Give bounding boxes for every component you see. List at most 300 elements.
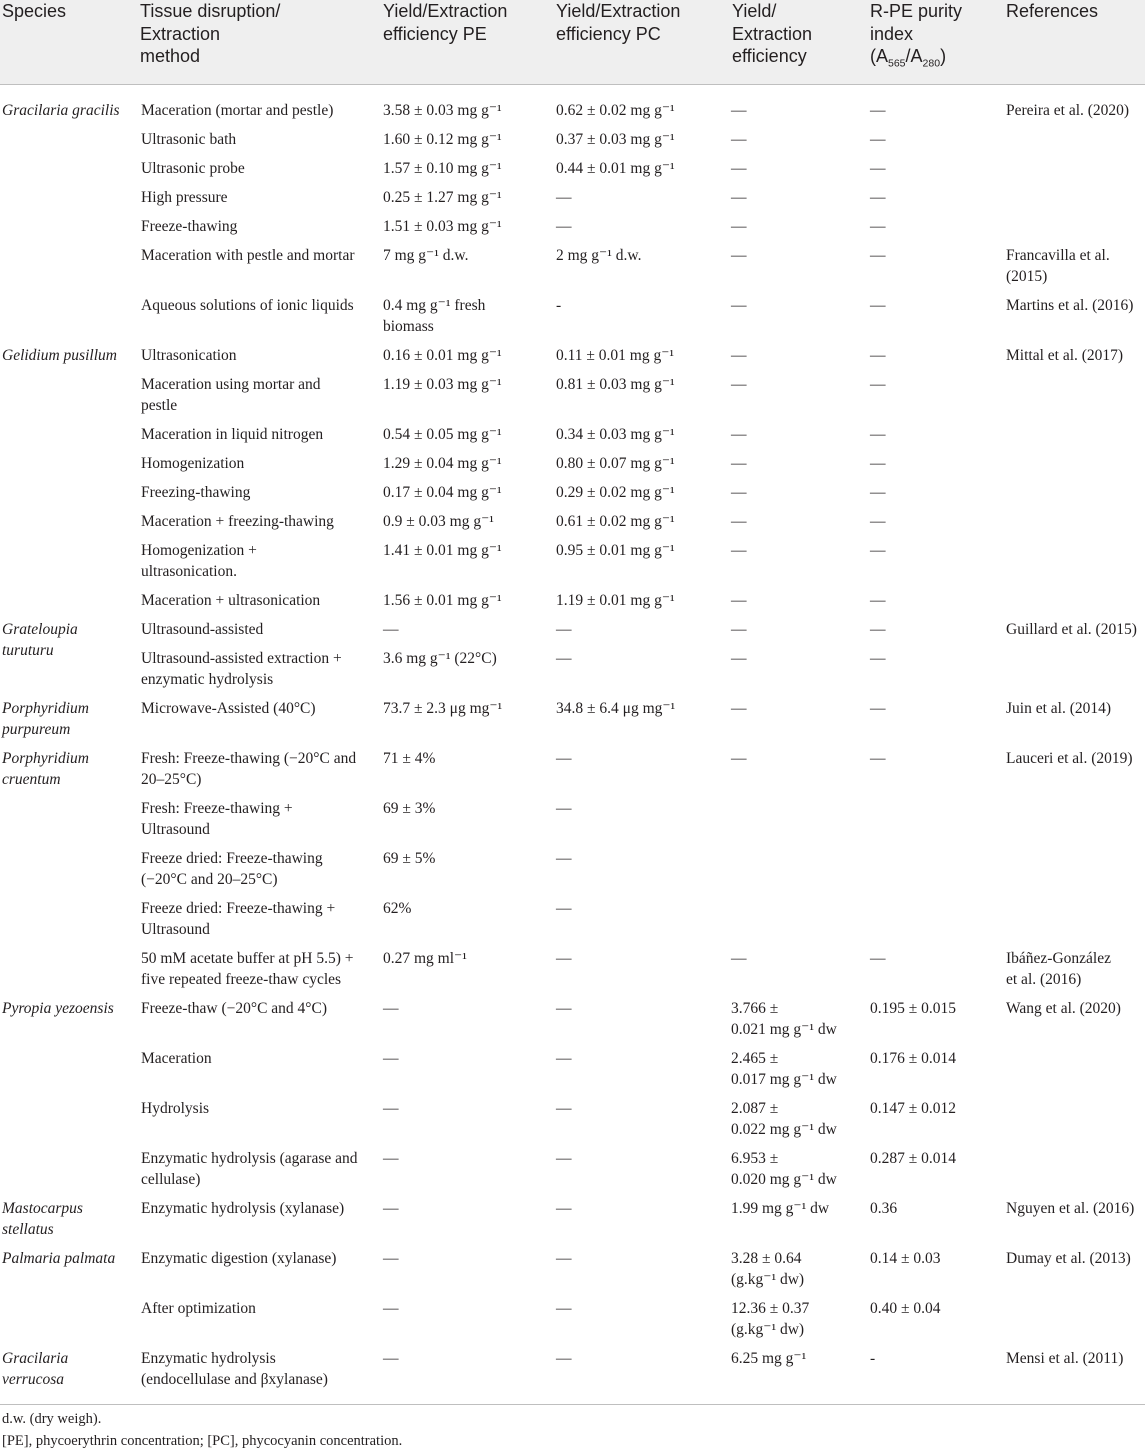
cell-line: —	[383, 1300, 399, 1317]
cell-line: Porphyridium	[2, 700, 89, 717]
cell-method	[141, 511, 334, 532]
cell-method	[141, 948, 353, 990]
cell-line: 0.021 mg g⁻¹ dw	[731, 1021, 837, 1038]
cell-pc	[556, 748, 572, 769]
cell-line: 1.60 ± 0.12 mg g⁻¹	[383, 131, 502, 148]
cell-line: —	[870, 376, 886, 393]
cell-purity	[870, 1298, 941, 1319]
header-purity-subscript: 280	[922, 57, 941, 70]
cell-line: —	[556, 1350, 572, 1367]
cell-line: 71 ± 4%	[383, 750, 436, 767]
cell-pe	[383, 998, 399, 1019]
cell-line: —	[870, 102, 886, 119]
header-method-line: method	[140, 46, 201, 66]
cell-yield	[731, 998, 837, 1040]
cell-pe	[383, 590, 502, 611]
cell-line: 3.6 mg g⁻¹ (22°C)	[383, 650, 497, 667]
cell-method	[141, 482, 250, 503]
footnote-dw: d.w. (dry weigh).	[2, 1411, 102, 1427]
cell-line: Grateloupia	[2, 621, 78, 638]
cell-method	[141, 295, 354, 316]
cell-species	[2, 619, 78, 661]
cell-line: biomass	[383, 318, 434, 335]
cell-pe	[383, 1148, 399, 1169]
cell-line: —	[870, 592, 886, 609]
cell-line: —	[556, 950, 572, 967]
cell-line: Freeze dried: Freeze-thawing +	[141, 900, 336, 917]
cell-line: 0.95 ± 0.01 mg g⁻¹	[556, 542, 675, 559]
cell-line: 3.58 ± 0.03 mg g⁻¹	[383, 102, 502, 119]
cell-purity	[870, 1348, 875, 1369]
cell-line: 0.81 ± 0.03 mg g⁻¹	[556, 376, 675, 393]
cell-line: Wang et al. (2020)	[1006, 1000, 1121, 1017]
cell-line: —	[556, 189, 572, 206]
cell-line: (g.kg⁻¹ dw)	[731, 1321, 805, 1338]
cell-line: 1.99 mg g⁻¹ dw	[731, 1200, 830, 1217]
cell-line: Ultrasound	[141, 921, 210, 938]
cell-pe	[383, 898, 411, 919]
cell-line: —	[870, 218, 886, 235]
cell-line: —	[870, 484, 886, 501]
cell-line: —	[556, 800, 572, 817]
cell-pc	[556, 898, 572, 919]
cell-line: Freezing-thawing	[141, 484, 251, 501]
table-bottom-rule	[0, 1404, 1145, 1405]
table-header	[0, 0, 1145, 85]
cell-line: —	[556, 1050, 572, 1067]
cell-line: High pressure	[141, 189, 228, 206]
header-references-label: References	[1006, 1, 1099, 21]
cell-line: Nguyen et al. (2016)	[1006, 1200, 1135, 1217]
cell-line: —	[870, 950, 886, 967]
cell-line: 1.19 ± 0.03 mg g⁻¹	[383, 376, 502, 393]
cell-line: 0.020 mg g⁻¹ dw	[731, 1171, 837, 1188]
cell-line: Ultrasonication	[141, 347, 237, 364]
cell-pc	[556, 948, 572, 969]
cell-purity	[870, 1248, 941, 1269]
cell-line: —	[731, 218, 747, 235]
cell-line: —	[556, 1300, 572, 1317]
cell-ref	[1006, 245, 1110, 287]
cell-yield	[731, 1248, 804, 1290]
cell-line: 6.953 ±	[731, 1150, 779, 1167]
cell-method	[141, 998, 327, 1019]
cell-line: —	[556, 621, 572, 638]
cell-line: Aqueous solutions of ionic liquids	[141, 297, 354, 314]
cell-line: 0.29 ± 0.02 mg g⁻¹	[556, 484, 675, 501]
cell-pe	[383, 129, 502, 150]
cell-line: —	[731, 621, 747, 638]
cell-yield	[731, 748, 747, 769]
cell-line: 0.62 ± 0.02 mg g⁻¹	[556, 102, 675, 119]
cell-line: —	[731, 297, 747, 314]
cell-line: 0.37 ± 0.03 mg g⁻¹	[556, 131, 675, 148]
cell-line: —	[383, 1350, 399, 1367]
cell-yield	[731, 129, 747, 150]
cell-line: 1.57 ± 0.10 mg g⁻¹	[383, 160, 502, 177]
cell-line: —	[556, 1150, 572, 1167]
cell-pc	[556, 129, 675, 150]
cell-purity	[870, 998, 956, 1019]
cell-pc	[556, 424, 675, 445]
cell-purity	[870, 374, 886, 395]
cell-line: —	[870, 542, 886, 559]
cell-species	[2, 1198, 83, 1240]
cell-pe	[383, 1248, 399, 1269]
cell-line: pestle	[141, 397, 178, 414]
cell-purity	[870, 295, 886, 316]
cell-yield	[731, 590, 747, 611]
cell-purity	[870, 1048, 956, 1069]
cell-method	[141, 1048, 212, 1069]
cell-line: 62%	[383, 900, 412, 917]
cell-line: 73.7 ± 2.3 μg mg⁻¹	[383, 700, 503, 717]
cell-line: Enzymatic hydrolysis (agarase and	[141, 1150, 358, 1167]
cell-pc	[556, 295, 561, 316]
cell-purity	[870, 590, 886, 611]
cell-line: —	[556, 750, 572, 767]
cell-line: Fresh: Freeze-thawing (−20°C and	[141, 750, 357, 767]
cell-method	[141, 424, 323, 445]
cell-pc	[556, 1198, 572, 1219]
cell-line: Ultrasound	[141, 821, 210, 838]
cell-pe	[383, 453, 502, 474]
cell-species	[2, 998, 114, 1019]
cell-line: 6.25 mg g⁻¹	[731, 1350, 807, 1367]
cell-line: —	[870, 455, 886, 472]
cell-line: —	[731, 484, 747, 501]
cell-pc	[556, 1098, 572, 1119]
cell-line: Gracilaria gracilis	[2, 102, 120, 119]
header-species	[2, 0, 66, 23]
cell-line: cruentum	[2, 771, 61, 788]
cell-yield	[731, 1198, 829, 1219]
cell-line: —	[731, 131, 747, 148]
cell-line: —	[556, 650, 572, 667]
cell-pe	[383, 374, 502, 395]
cell-yield	[731, 374, 747, 395]
cell-yield	[731, 482, 747, 503]
header-pc-line: Yield/Extraction	[556, 1, 681, 21]
cell-pc	[556, 482, 675, 503]
header-purity	[870, 0, 962, 68]
cell-pe	[383, 648, 497, 669]
cell-line: —	[731, 426, 747, 443]
cell-yield	[731, 216, 747, 237]
cell-method	[141, 100, 333, 121]
cell-line: 2.465 ±	[731, 1050, 779, 1067]
cell-pe	[383, 482, 502, 503]
cell-yield	[731, 540, 747, 561]
cell-purity	[870, 158, 886, 179]
cell-line: Juin et al. (2014)	[1006, 700, 1112, 717]
cell-line: —	[731, 513, 747, 530]
cell-line: purpureum	[2, 721, 71, 738]
cell-method	[141, 748, 356, 790]
cell-species	[2, 1348, 68, 1390]
cell-purity	[870, 482, 886, 503]
cell-line: —	[383, 1250, 399, 1267]
cell-purity	[870, 100, 886, 121]
cell-line: 2.087 ±	[731, 1100, 779, 1117]
cell-line: Palmaria palmata	[2, 1250, 116, 1267]
cell-line: 0.54 ± 0.05 mg g⁻¹	[383, 426, 502, 443]
cell-ref	[1006, 748, 1133, 769]
header-references	[1006, 0, 1098, 23]
cell-line: ultrasonication.	[141, 563, 237, 580]
cell-pe	[383, 1098, 399, 1119]
cell-line: (g.kg⁻¹ dw)	[731, 1271, 805, 1288]
cell-pc	[556, 245, 641, 266]
header-yield-line: Extraction	[732, 23, 813, 44]
cell-yield	[731, 453, 747, 474]
cell-method	[141, 1148, 358, 1190]
cell-line: —	[870, 347, 886, 364]
cell-pc	[556, 648, 572, 669]
cell-line: Homogenization	[141, 455, 245, 472]
cell-yield	[731, 1148, 837, 1190]
cell-method	[141, 590, 320, 611]
cell-line: 1.29 ± 0.04 mg g⁻¹	[383, 455, 502, 472]
cell-pc	[556, 1348, 572, 1369]
cell-purity	[870, 948, 886, 969]
cell-yield	[731, 698, 747, 719]
cell-yield	[731, 295, 747, 316]
cell-line: Francavilla et al.	[1006, 247, 1110, 264]
cell-line: -	[870, 1350, 876, 1367]
cell-purity	[870, 345, 886, 366]
header-purity-subscript: 565	[888, 57, 906, 70]
cell-pc	[556, 848, 572, 869]
cell-ref	[1006, 295, 1133, 316]
cell-line: Maceration + ultrasonication	[141, 592, 321, 609]
cell-line: Mensi et al. (2011)	[1006, 1350, 1124, 1367]
cell-line: Pyropia yezoensis	[2, 1000, 114, 1017]
cell-pc	[556, 1248, 572, 1269]
cell-line: —	[731, 542, 747, 559]
header-species-label: Species	[2, 1, 67, 21]
cell-method	[141, 898, 335, 940]
cell-pe	[383, 798, 435, 819]
header-pe-line: Yield/Extraction	[383, 1, 508, 21]
cell-line: 0.176 ± 0.014	[870, 1050, 957, 1067]
cell-yield	[731, 158, 747, 179]
cell-line: Homogenization +	[141, 542, 257, 559]
cell-line: —	[731, 455, 747, 472]
cell-ref	[1006, 100, 1129, 121]
cell-yield	[731, 100, 747, 121]
cell-purity	[870, 511, 886, 532]
cell-line: —	[556, 900, 572, 917]
cell-pe	[383, 245, 468, 266]
cell-line: —	[383, 1200, 399, 1217]
cell-pc	[556, 100, 675, 121]
cell-line: Gelidium pusillum	[2, 347, 117, 364]
cell-line: —	[870, 650, 886, 667]
cell-ref	[1006, 619, 1137, 640]
cell-line: 0.017 mg g⁻¹ dw	[731, 1071, 837, 1088]
cell-line: enzymatic hydrolysis	[141, 671, 274, 688]
cell-pe	[383, 345, 502, 366]
cell-line: 0.195 ± 0.015	[870, 1000, 957, 1017]
cell-pc	[556, 998, 572, 1019]
cell-line: —	[731, 189, 747, 206]
cell-method	[141, 453, 244, 474]
cell-pe	[383, 1048, 399, 1069]
cell-line: -	[556, 297, 562, 314]
cell-method	[141, 1348, 328, 1390]
cell-yield	[731, 619, 747, 640]
cell-pe	[383, 187, 502, 208]
cell-pc	[556, 1298, 572, 1319]
header-purity-formula	[870, 45, 962, 68]
cell-line: 1.19 ± 0.01 mg g⁻¹	[556, 592, 675, 609]
cell-line: 0.11 ± 0.01 mg g⁻¹	[556, 347, 675, 364]
cell-line: Microwave-Assisted (40°C)	[141, 700, 316, 717]
cell-pe	[383, 1298, 399, 1319]
cell-line: 0.44 ± 0.01 mg g⁻¹	[556, 160, 675, 177]
header-purity-text: )	[940, 46, 947, 66]
cell-method	[141, 129, 236, 150]
cell-line: 0.80 ± 0.07 mg g⁻¹	[556, 455, 675, 472]
cell-line: Fresh: Freeze-thawing +	[141, 800, 293, 817]
cell-line: Ultrasound-assisted	[141, 621, 264, 638]
cell-ref	[1006, 948, 1111, 990]
cell-method	[141, 619, 263, 640]
cell-pc	[556, 187, 572, 208]
cell-line: —	[731, 750, 747, 767]
cell-line: Maceration + freezing-thawing	[141, 513, 334, 530]
cell-line: —	[383, 1150, 399, 1167]
cell-purity	[870, 619, 886, 640]
cell-line: stellatus	[2, 1221, 54, 1238]
cell-method	[141, 374, 320, 416]
cell-line: —	[556, 218, 572, 235]
cell-line: (−20°C and 20–25°C)	[141, 871, 278, 888]
cell-line: —	[870, 513, 886, 530]
header-yield	[732, 0, 812, 68]
cell-method	[141, 187, 228, 208]
header-pc	[556, 0, 680, 45]
cell-line: —	[870, 750, 886, 767]
cell-line: After optimization	[141, 1300, 256, 1317]
cell-pc	[556, 1148, 572, 1169]
cell-line: Freeze dried: Freeze-thawing	[141, 850, 323, 867]
cell-pc	[556, 1048, 572, 1069]
cell-line: Ultrasound-assisted extraction +	[141, 650, 342, 667]
cell-line: 1.51 ± 0.03 mg g⁻¹	[383, 218, 502, 235]
cell-line: Mittal et al. (2017)	[1006, 347, 1124, 364]
cell-species	[2, 100, 120, 121]
cell-line: (2015)	[1006, 268, 1048, 285]
cell-line: 0.147 ± 0.012	[870, 1100, 957, 1117]
cell-line: Guillard et al. (2015)	[1006, 621, 1137, 638]
cell-species	[2, 1248, 115, 1269]
cell-line: Gracilaria	[2, 1350, 69, 1367]
cell-pe	[383, 1348, 399, 1369]
cell-yield	[731, 345, 747, 366]
cell-pc	[556, 590, 675, 611]
cell-line: verrucosa	[2, 1371, 64, 1388]
cell-line: —	[731, 347, 747, 364]
cell-line: 0.17 ± 0.04 mg g⁻¹	[383, 484, 502, 501]
cell-purity	[870, 698, 886, 719]
cell-pe	[383, 948, 467, 969]
cell-purity	[870, 540, 886, 561]
cell-line: 0.4 mg g⁻¹ fresh	[383, 297, 486, 314]
header-pc-line: efficiency PC	[556, 23, 661, 44]
cell-purity	[870, 648, 886, 669]
cell-line: Enzymatic digestion (xylanase)	[141, 1250, 337, 1267]
cell-method	[141, 1098, 209, 1119]
cell-purity	[870, 216, 886, 237]
cell-method	[141, 1298, 256, 1319]
cell-pc	[556, 158, 675, 179]
cell-line: —	[731, 592, 747, 609]
cell-pc	[556, 345, 674, 366]
cell-pe	[383, 100, 502, 121]
cell-line: 34.8 ± 6.4 μg mg⁻¹	[556, 700, 676, 717]
cell-ref	[1006, 345, 1123, 366]
cell-purity	[870, 187, 886, 208]
cell-purity	[870, 748, 886, 769]
cell-line: cellulase)	[141, 1171, 201, 1188]
cell-method	[141, 698, 316, 719]
cell-purity	[870, 245, 886, 266]
cell-line: —	[383, 1000, 399, 1017]
cell-line: —	[870, 160, 886, 177]
header-purity-line: index	[870, 23, 914, 44]
cell-yield	[731, 1048, 837, 1090]
cell-pc	[556, 374, 675, 395]
cell-line: 0.287 ± 0.014	[870, 1150, 957, 1167]
cell-line: Enzymatic hydrolysis	[141, 1350, 276, 1367]
cell-line: et al. (2016)	[1006, 971, 1082, 988]
cell-yield	[731, 511, 747, 532]
cell-line: —	[731, 650, 747, 667]
header-purity-text: /A	[905, 46, 923, 66]
cell-line: —	[731, 102, 747, 119]
cell-method	[141, 1198, 344, 1219]
cell-method	[141, 798, 293, 840]
cell-pe	[383, 511, 494, 532]
cell-line: 0.61 ± 0.02 mg g⁻¹	[556, 513, 675, 530]
cell-pe	[383, 848, 435, 869]
cell-line: Porphyridium	[2, 750, 89, 767]
cell-line: 0.9 ± 0.03 mg g⁻¹	[383, 513, 494, 530]
cell-line: —	[556, 1250, 572, 1267]
cell-line: 1.56 ± 0.01 mg g⁻¹	[383, 592, 502, 609]
cell-line: Hydrolysis	[141, 1100, 210, 1117]
cell-line: —	[556, 1100, 572, 1117]
cell-line: Freeze-thaw (−20°C and 4°C)	[141, 1000, 327, 1017]
cell-line: Maceration in liquid nitrogen	[141, 426, 324, 443]
cell-purity	[870, 1148, 956, 1169]
cell-pc	[556, 798, 572, 819]
cell-line: Enzymatic hydrolysis (xylanase)	[141, 1200, 345, 1217]
header-purity-text: (A	[870, 46, 888, 66]
cell-line: —	[383, 1050, 399, 1067]
cell-line: 2 mg g⁻¹ d.w.	[556, 247, 642, 264]
cell-yield	[731, 424, 747, 445]
cell-line: —	[383, 1100, 399, 1117]
cell-line: Maceration (mortar and pestle)	[141, 102, 334, 119]
cell-yield	[731, 187, 747, 208]
cell-line: 20–25°C)	[141, 771, 202, 788]
cell-pe	[383, 619, 399, 640]
cell-line: 0.14 ± 0.03	[870, 1250, 941, 1267]
cell-yield	[731, 1348, 806, 1369]
